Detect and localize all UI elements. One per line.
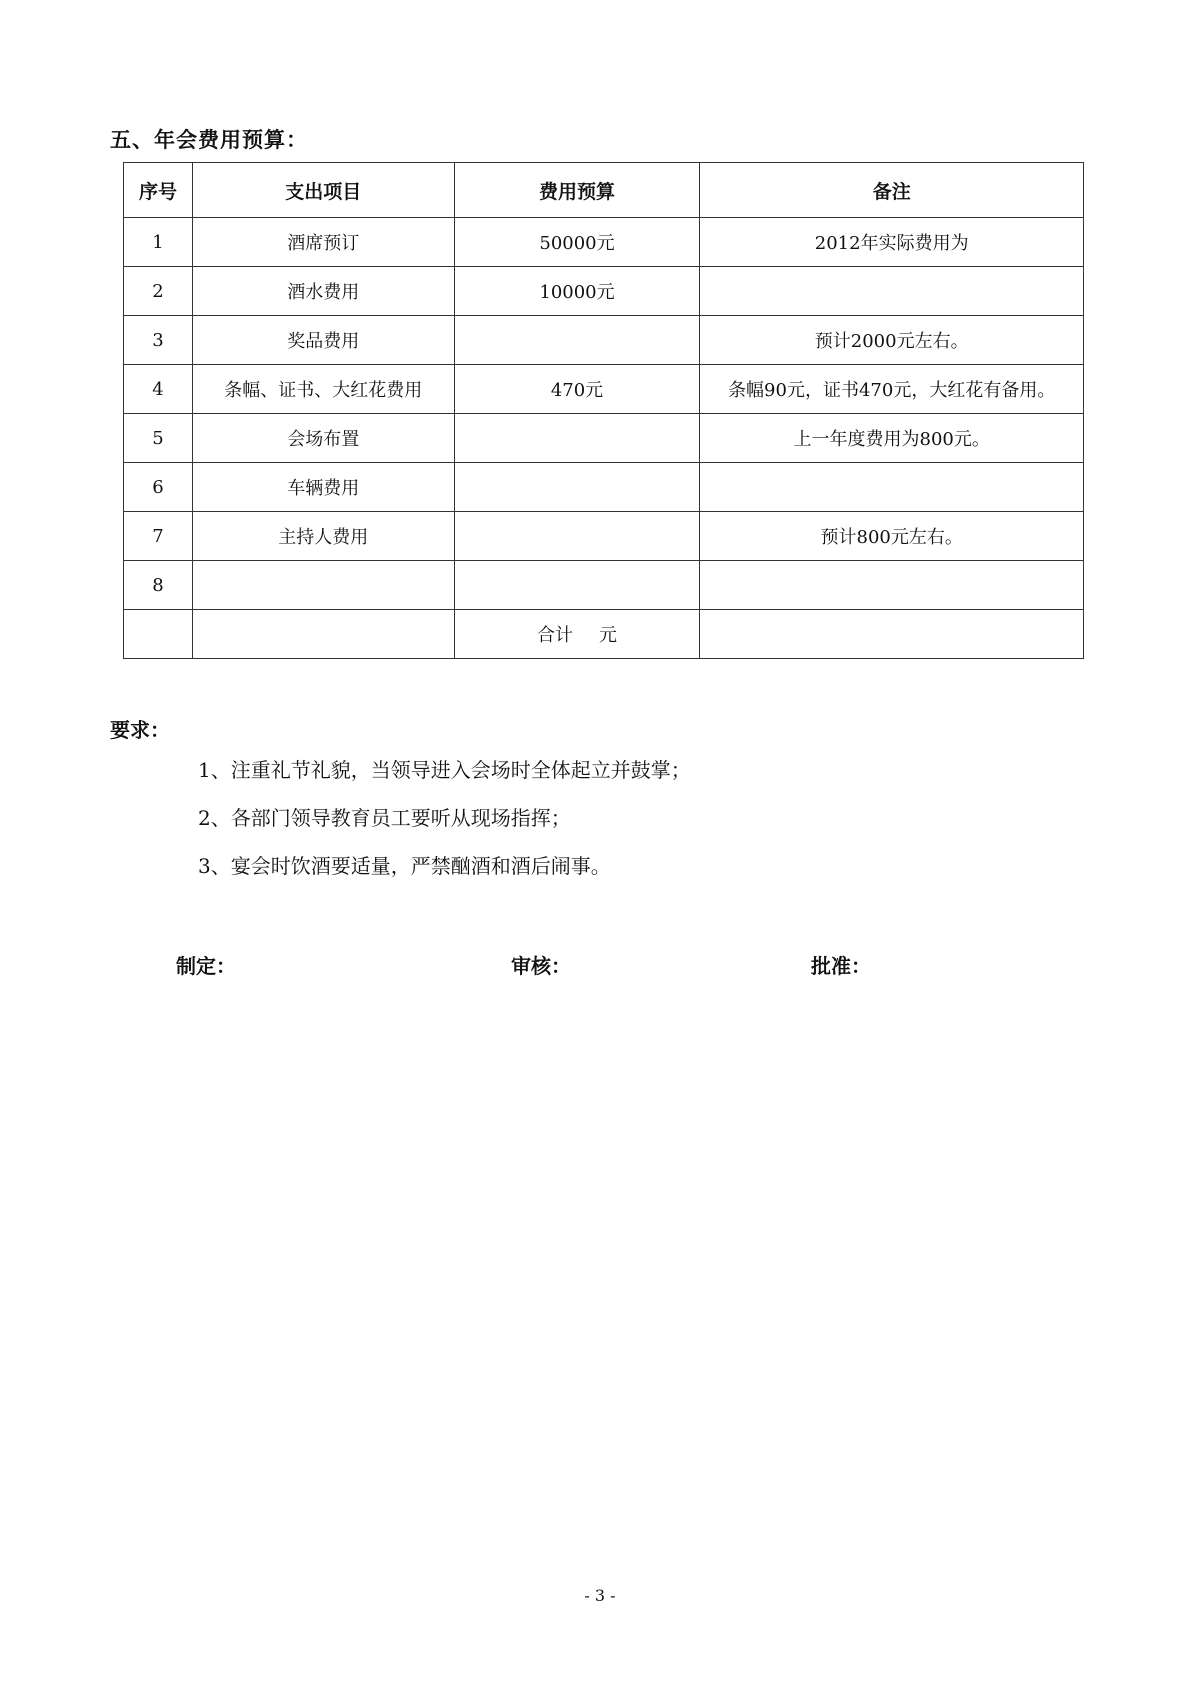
cell-item: 车辆费用	[192, 463, 454, 512]
signoff-approved: 批准：	[811, 954, 871, 978]
cell-note	[700, 267, 1084, 316]
table-row	[124, 267, 1084, 316]
section-title: 五、年会费用预算：	[110, 128, 308, 152]
table-row	[124, 463, 1084, 512]
cell-budget	[454, 463, 700, 512]
cell-note: 预计2000元左右。	[700, 316, 1084, 365]
cell-budget: 50000元	[454, 218, 700, 267]
cell-no: 4	[124, 365, 193, 414]
budget-table	[123, 162, 1084, 659]
cell-note	[700, 561, 1084, 610]
requirements-list	[198, 756, 691, 900]
cell-note: 2012年实际费用为	[700, 218, 1084, 267]
table-row	[124, 561, 1084, 610]
cell-item: 主持人费用	[192, 512, 454, 561]
cell-no: 3	[124, 316, 193, 365]
cell-budget	[454, 414, 700, 463]
requirements-title: 要求：	[110, 718, 170, 742]
table-row	[124, 218, 1084, 267]
cell-budget: 470元	[454, 365, 700, 414]
cell-no: 5	[124, 414, 193, 463]
table-row	[124, 316, 1084, 365]
table-row	[124, 414, 1084, 463]
cell-item: 奖品费用	[192, 316, 454, 365]
list-item: 2、各部门领导教育员工要听从现场指挥；	[198, 806, 571, 830]
cell-item: 条幅、证书、大红花费用	[192, 365, 454, 414]
cell-budget	[454, 561, 700, 610]
cell-no: 1	[124, 218, 193, 267]
table-row	[124, 365, 1084, 414]
total-cell	[454, 610, 700, 659]
cell-no: 2	[124, 267, 193, 316]
page-number: - 3 -	[584, 1586, 616, 1605]
total-label: 合计	[537, 625, 574, 646]
cell-empty	[124, 610, 193, 659]
cell-no: 8	[124, 561, 193, 610]
cell-no: 7	[124, 512, 193, 561]
header-note: 备注	[700, 163, 1084, 218]
cell-budget: 10000元	[454, 267, 700, 316]
cell-note: 上一年度费用为800元。	[700, 414, 1084, 463]
cell-note: 条幅90元，证书470元，大红花有备用。	[700, 365, 1084, 414]
header-no: 序号	[124, 163, 193, 218]
cell-budget	[454, 316, 700, 365]
header-budget: 费用预算	[454, 163, 700, 218]
signoff-prepared: 制定：	[176, 954, 236, 978]
cell-budget	[454, 512, 700, 561]
cell-no: 6	[124, 463, 193, 512]
cell-item: 会场布置	[192, 414, 454, 463]
header-item: 支出项目	[192, 163, 454, 218]
cell-note: 预计800元左右。	[700, 512, 1084, 561]
table-total-row	[124, 610, 1084, 659]
signoff-reviewed: 审核：	[511, 954, 571, 978]
cell-item: 酒席预订	[192, 218, 454, 267]
list-item: 1、注重礼节礼貌，当领导进入会场时全体起立并鼓掌；	[198, 758, 691, 782]
total-unit: 元	[599, 625, 618, 646]
cell-item	[192, 561, 454, 610]
list-item: 3、宴会时饮酒要适量，严禁酗酒和酒后闹事。	[198, 854, 611, 878]
cell-note	[700, 463, 1084, 512]
table-header-row	[124, 163, 1084, 218]
table-row	[124, 512, 1084, 561]
cell-empty	[192, 610, 454, 659]
cell-item: 酒水费用	[192, 267, 454, 316]
cell-empty	[700, 610, 1084, 659]
